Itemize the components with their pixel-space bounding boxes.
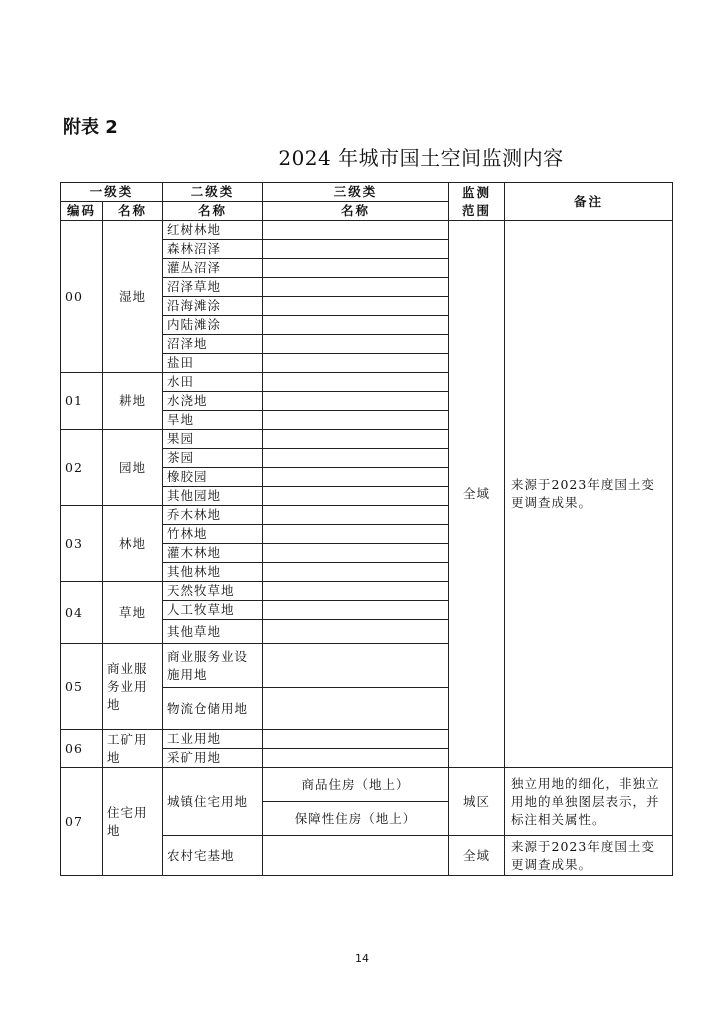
level3-cell xyxy=(263,582,449,601)
header-name1: 名称 xyxy=(103,202,163,221)
level2-item: 灌木林地 xyxy=(163,544,263,563)
level3-cell xyxy=(263,335,449,354)
level2-item: 农村宅基地 xyxy=(163,836,263,876)
level3-cell xyxy=(263,506,449,525)
level2-item: 乔木林地 xyxy=(163,506,263,525)
level3-cell xyxy=(263,525,449,544)
level2-item: 旱地 xyxy=(163,411,263,430)
level3-cell xyxy=(263,221,449,240)
level2-item: 红树林地 xyxy=(163,221,263,240)
level2-item: 橡胶园 xyxy=(163,468,263,487)
level2-item: 物流仓储用地 xyxy=(163,688,263,730)
level3-cell xyxy=(263,730,449,749)
page-title-text: 2024 年城市国土空间监测内容 xyxy=(278,146,564,170)
group-name: 林地 xyxy=(103,506,163,582)
group-code: 06 xyxy=(61,730,103,768)
level2-item: 水浇地 xyxy=(163,392,263,411)
level3-cell xyxy=(263,487,449,506)
scope-urban-cell: 城区 xyxy=(449,768,505,836)
level3-cell xyxy=(263,601,449,620)
level3-cell xyxy=(263,354,449,373)
level2-item: 沿海滩涂 xyxy=(163,297,263,316)
group-name: 园地 xyxy=(103,430,163,506)
level3-cell xyxy=(263,411,449,430)
group-code: 03 xyxy=(61,506,103,582)
level2-item: 竹林地 xyxy=(163,525,263,544)
group-code: 01 xyxy=(61,373,103,430)
level2-item: 其他园地 xyxy=(163,487,263,506)
level2-item: 城镇住宅用地 xyxy=(163,768,263,836)
remark-urban-cell: 独立用地的细化，非独立用地的单独图层表示，并标注相关属性。 xyxy=(505,768,673,836)
level2-item: 灌丛沼泽 xyxy=(163,259,263,278)
level2-item: 其他林地 xyxy=(163,563,263,582)
group-code: 02 xyxy=(61,430,103,506)
level3-cell xyxy=(263,836,449,876)
level3-cell xyxy=(263,468,449,487)
level2-item: 沼泽草地 xyxy=(163,278,263,297)
header-level2: 二级类 xyxy=(163,183,263,202)
level2-item: 内陆滩涂 xyxy=(163,316,263,335)
level2-item: 其他草地 xyxy=(163,620,263,644)
level2-item: 果园 xyxy=(163,430,263,449)
header-code: 编码 xyxy=(61,202,103,221)
level2-item: 茶园 xyxy=(163,449,263,468)
group-name: 湿地 xyxy=(103,221,163,373)
level2-item: 水田 xyxy=(163,373,263,392)
level3-cell xyxy=(263,449,449,468)
group-name: 住宅用地 xyxy=(103,768,163,876)
level3-cell xyxy=(263,544,449,563)
level3-cell xyxy=(263,316,449,335)
level3-cell xyxy=(263,620,449,644)
level3-cell xyxy=(263,392,449,411)
remark-cell: 来源于2023年度国土变更调查成果。 xyxy=(505,221,673,768)
group-name: 工矿用地 xyxy=(103,730,163,768)
page-title xyxy=(0,142,724,171)
level2-item: 人工牧草地 xyxy=(163,601,263,620)
group-code: 05 xyxy=(61,644,103,730)
level3-cell xyxy=(263,430,449,449)
level2-item: 工业用地 xyxy=(163,730,263,749)
level3-cell xyxy=(263,749,449,768)
level3-cell xyxy=(263,688,449,730)
level2-item: 采矿用地 xyxy=(163,749,263,768)
page-number: 14 xyxy=(355,952,369,965)
level3-cell xyxy=(263,259,449,278)
level2-item: 商业服务业设施用地 xyxy=(163,644,263,688)
monitoring-content-table xyxy=(60,182,673,876)
group-name: 商业服务业用地 xyxy=(103,644,163,730)
remark-rural-cell: 来源于2023年度国土变更调查成果。 xyxy=(505,836,673,876)
level3-cell xyxy=(263,373,449,392)
header-level1: 一级类 xyxy=(61,183,163,202)
level2-item: 天然牧草地 xyxy=(163,582,263,601)
level3-cell xyxy=(263,278,449,297)
level2-item: 沼泽地 xyxy=(163,335,263,354)
scope-cell: 全域 xyxy=(449,221,505,768)
header-level3: 三级类 xyxy=(263,183,449,202)
header-remarks: 备注 xyxy=(505,183,673,221)
group-code: 00 xyxy=(61,221,103,373)
level2-item: 盐田 xyxy=(163,354,263,373)
level3-item: 商品住房（地上） xyxy=(263,768,449,802)
header-name2: 名称 xyxy=(163,202,263,221)
header-name3: 名称 xyxy=(263,202,449,221)
level3-cell xyxy=(263,644,449,688)
scope-rural-cell: 全域 xyxy=(449,836,505,876)
level3-cell xyxy=(263,563,449,582)
group-code: 04 xyxy=(61,582,103,644)
group-code: 07 xyxy=(61,768,103,876)
appendix-label: 附表 2 xyxy=(63,117,118,138)
level3-cell xyxy=(263,240,449,259)
group-name: 草地 xyxy=(103,582,163,644)
header-scope: 监测范围 xyxy=(449,183,505,221)
group-name: 耕地 xyxy=(103,373,163,430)
level2-item: 森林沼泽 xyxy=(163,240,263,259)
level3-item: 保障性住房（地上） xyxy=(263,802,449,836)
level3-cell xyxy=(263,297,449,316)
